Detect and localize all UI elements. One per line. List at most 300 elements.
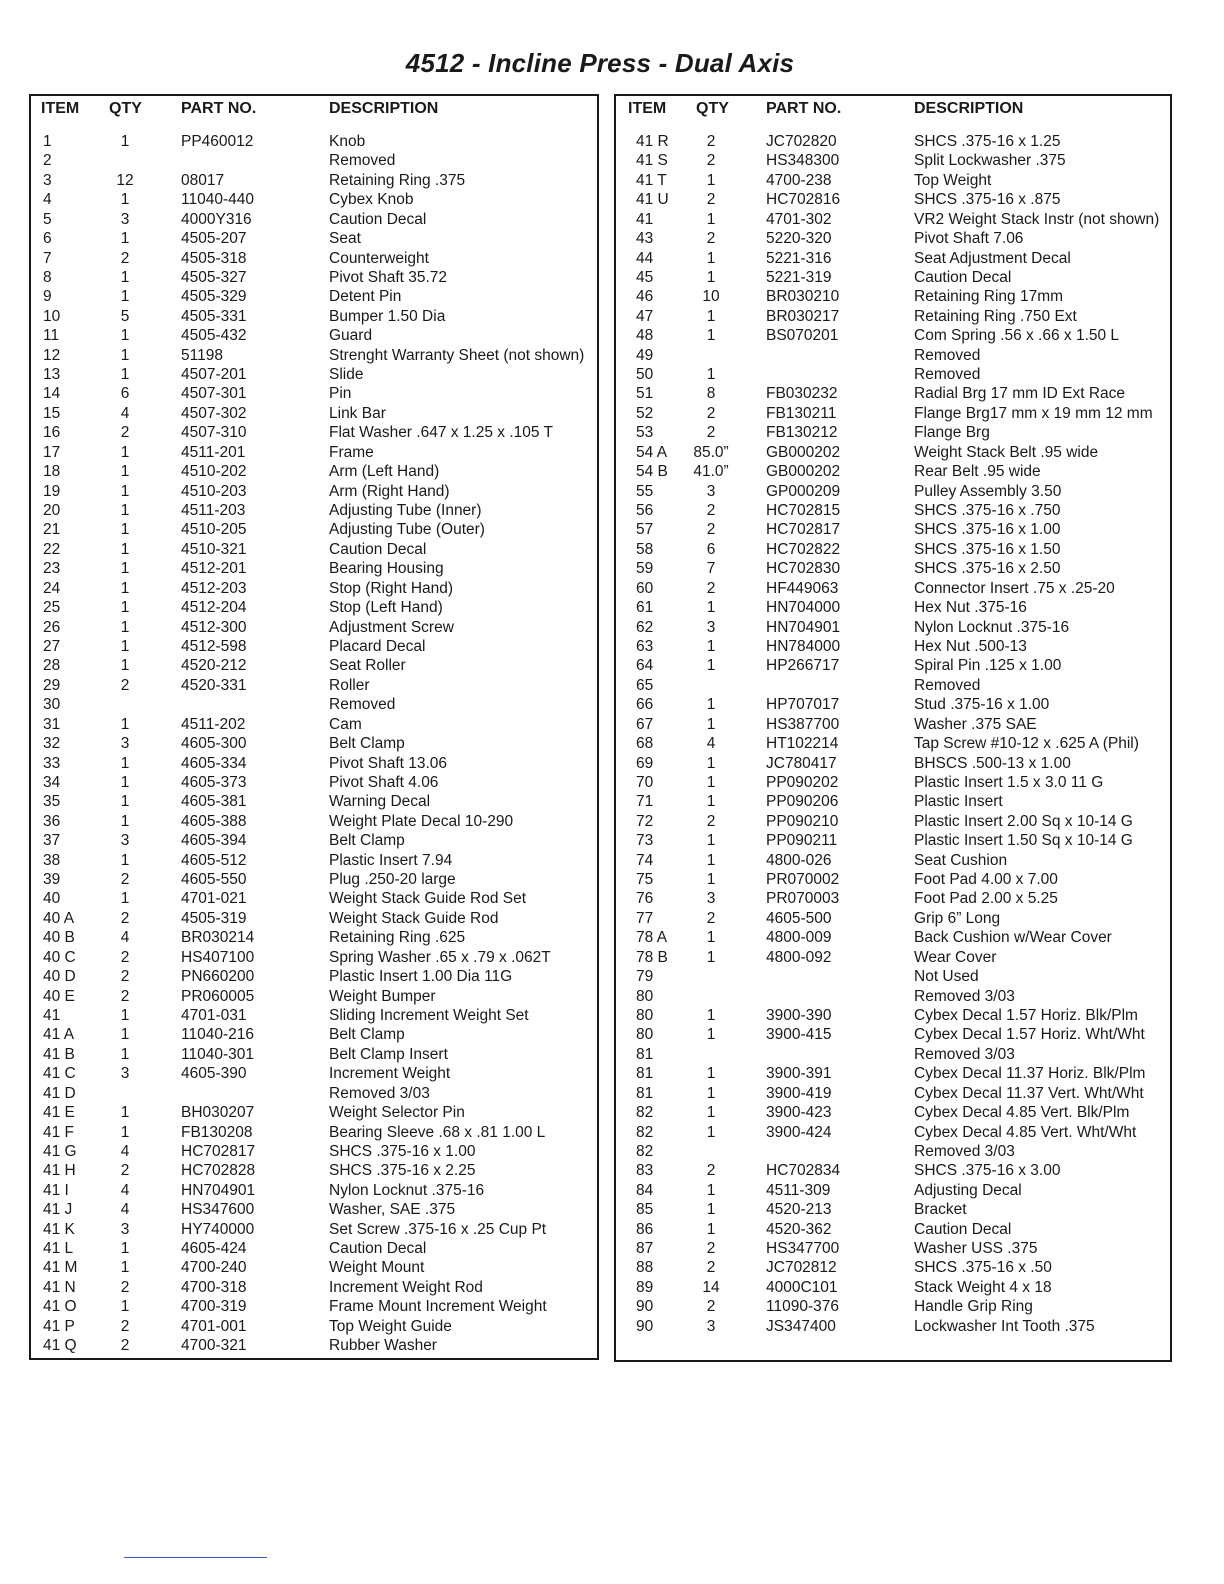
cell-qty: 1 (120, 637, 130, 655)
cell-description: Pivot Shaft 35.72 (329, 268, 448, 286)
cell-item: 3 (43, 171, 52, 189)
cell-part-no: JC780417 (766, 754, 837, 772)
cell-description: Caution Decal (914, 268, 1012, 286)
cell-qty: 1 (120, 482, 130, 500)
cell-part-no: GB000202 (766, 443, 841, 461)
cell-part-no: HS387700 (766, 715, 840, 733)
table-row (31, 793, 597, 812)
cell-description: Wear Cover (914, 948, 997, 966)
cell-description: Washer USS .375 (914, 1240, 1038, 1258)
cell-description: Increment Weight (329, 1065, 451, 1083)
cell-item: 48 (636, 327, 654, 345)
cell-item: 20 (43, 502, 61, 520)
table-row (616, 1221, 1170, 1240)
cell-part-no: HN784000 (766, 637, 841, 655)
cell-part-no: HN704000 (766, 599, 841, 617)
cell-part-no: 4512-204 (181, 599, 247, 617)
header-item: ITEM (41, 100, 80, 117)
cell-qty: 1 (120, 1259, 130, 1277)
cell-item: 26 (43, 618, 61, 636)
cell-item: 81 (636, 1084, 654, 1102)
table-row (616, 1201, 1170, 1220)
cell-item: 88 (636, 1259, 654, 1277)
cell-description: Split Lockwasher .375 (914, 152, 1066, 170)
cell-qty: 1 (120, 1045, 130, 1063)
table-row (616, 1240, 1170, 1259)
cell-qty: 2 (706, 909, 716, 927)
table-row (31, 1085, 597, 1104)
cell-item: 60 (636, 579, 654, 597)
cell-description: Flange Brg (914, 424, 990, 442)
cell-description: Cybex Decal 11.37 Horiz. Blk/Plm (914, 1065, 1146, 1083)
cell-part-no: 3900-423 (766, 1104, 832, 1122)
cell-item: 87 (636, 1240, 654, 1258)
cell-part-no: PP090210 (766, 812, 839, 830)
cell-qty: 1 (120, 890, 130, 908)
cell-part-no: 4700-321 (181, 1337, 247, 1355)
parts-table-left (29, 94, 599, 1360)
cell-qty: 2 (706, 812, 716, 830)
table-row (31, 696, 597, 715)
cell-qty: 1 (120, 618, 130, 636)
table-row (616, 1007, 1170, 1026)
cell-part-no: 4700-318 (181, 1278, 247, 1296)
cell-part-no: 4605-334 (181, 754, 247, 772)
cell-item: 8 (43, 268, 52, 286)
cell-part-no: 4701-001 (181, 1317, 247, 1335)
cell-qty: 2 (706, 1240, 716, 1258)
cell-qty: 2 (706, 191, 716, 209)
cell-description: Plastic Insert (914, 793, 1003, 811)
table-row (31, 1104, 597, 1123)
table-row (616, 191, 1170, 210)
cell-description: Belt Clamp (329, 735, 405, 753)
cell-item: 41 Q (43, 1337, 77, 1355)
cell-part-no: BH030207 (181, 1104, 255, 1122)
cell-item: 44 (636, 249, 654, 267)
table-row (31, 347, 597, 366)
table-row (31, 1201, 597, 1220)
cell-part-no: 4510-321 (181, 540, 247, 558)
cell-item: 12 (43, 346, 61, 364)
cell-qty: 1 (120, 521, 130, 539)
table-row (31, 1124, 597, 1143)
cell-description: Retaining Ring .375 (329, 171, 466, 189)
cell-description: Plug .250-20 large (329, 871, 456, 889)
cell-item: 67 (636, 715, 654, 733)
cell-part-no: HS347700 (766, 1240, 840, 1258)
cell-part-no: JC702812 (766, 1259, 837, 1277)
table-row (31, 813, 597, 832)
table-row (31, 463, 597, 482)
table-row (31, 968, 597, 987)
table-row (31, 1143, 597, 1162)
cell-qty: 2 (120, 987, 130, 1005)
cell-description: Pivot Shaft 13.06 (329, 754, 448, 772)
cell-qty: 1 (120, 715, 130, 733)
cell-description: Detent Pin (329, 288, 402, 306)
table-row (31, 444, 597, 463)
cell-item: 49 (636, 346, 654, 364)
cell-part-no: 4505-207 (181, 230, 247, 248)
cell-part-no: PP090206 (766, 793, 839, 811)
cell-qty: 10 (702, 288, 720, 306)
table-row (31, 502, 597, 521)
cell-part-no: HT102214 (766, 735, 839, 753)
cell-part-no: 4520-331 (181, 676, 247, 694)
cell-item: 85 (636, 1201, 654, 1219)
table-row (31, 852, 597, 871)
cell-part-no: PR060005 (181, 987, 255, 1005)
cell-part-no: HC702816 (766, 191, 841, 209)
cell-description: Plastic Insert 1.50 Sq x 10-14 G (914, 832, 1133, 850)
cell-item: 40 E (43, 987, 75, 1005)
table-row (31, 250, 597, 269)
cell-qty: 1 (706, 1104, 716, 1122)
table-row (616, 832, 1170, 851)
cell-qty: 1 (706, 696, 716, 714)
cell-item: 38 (43, 851, 61, 869)
cell-description: SHCS .375-16 x 1.25 (914, 133, 1061, 150)
cell-item: 46 (636, 288, 654, 306)
cell-description: Bumper 1.50 Dia (329, 307, 446, 325)
cell-qty: 1 (120, 773, 130, 791)
cell-qty: 1 (120, 754, 130, 772)
cell-description: Belt Clamp Insert (329, 1045, 448, 1063)
table-row (616, 1085, 1170, 1104)
cell-description: Plastic Insert 1.5 x 3.0 11 G (914, 773, 1104, 791)
cell-description: Rubber Washer (329, 1337, 437, 1355)
cell-item: 27 (43, 637, 61, 655)
table-row (616, 871, 1170, 890)
cell-item: 6 (43, 230, 52, 248)
table-row (616, 910, 1170, 929)
table-row (31, 521, 597, 540)
cell-item: 36 (43, 812, 61, 830)
cell-part-no: 4605-424 (181, 1240, 247, 1258)
cell-item: 14 (43, 385, 61, 403)
cell-qty: 41.0” (693, 463, 729, 481)
cell-description: Plastic Insert 1.00 Dia 11G (329, 968, 513, 986)
cell-part-no: HS407100 (181, 948, 255, 966)
table-row (31, 385, 597, 404)
header-part-no: PART NO. (181, 100, 257, 117)
table-row (616, 774, 1170, 793)
cell-description: Belt Clamp (329, 832, 405, 850)
cell-item: 9 (43, 288, 52, 306)
table-row (616, 560, 1170, 579)
cell-item: 41 D (43, 1084, 76, 1102)
cell-part-no: 4510-202 (181, 463, 247, 481)
cell-qty: 1 (706, 210, 716, 228)
cell-description: Removed (329, 152, 396, 170)
table-row (616, 1298, 1170, 1317)
cell-item: 33 (43, 754, 61, 772)
cell-description: Flat Washer .647 x 1.25 x .105 T (329, 424, 554, 442)
cell-item: 78 A (636, 929, 668, 947)
cell-qty: 3 (120, 832, 130, 850)
table-row (31, 677, 597, 696)
cell-part-no: 11040-440 (181, 191, 254, 209)
cell-part-no: 4800-092 (766, 948, 832, 966)
cell-item: 41 N (43, 1278, 76, 1296)
cell-item: 41 B (43, 1045, 75, 1063)
cell-qty: 1 (120, 288, 130, 306)
cell-item: 41 K (43, 1220, 75, 1238)
table-row (31, 191, 597, 210)
cell-description: Seat Roller (329, 657, 406, 675)
cell-qty: 1 (120, 327, 130, 345)
cell-description: Adjusting Tube (Inner) (329, 502, 482, 520)
cell-item: 75 (636, 871, 654, 889)
cell-item: 73 (636, 832, 654, 850)
table-row (616, 599, 1170, 618)
cell-part-no: 4520-213 (766, 1201, 832, 1219)
table-row (31, 929, 597, 948)
cell-part-no: 11040-216 (181, 1026, 254, 1044)
cell-qty: 85.0” (693, 443, 729, 461)
cell-qty: 2 (706, 521, 716, 539)
cell-part-no: 4605-381 (181, 793, 247, 811)
cell-item: 59 (636, 560, 654, 578)
table-row (31, 619, 597, 638)
table-row (31, 910, 597, 929)
cell-part-no: FB030232 (766, 385, 838, 403)
table-row (31, 1298, 597, 1317)
cell-part-no: HP266717 (766, 657, 840, 675)
table-row (616, 696, 1170, 715)
cell-item: 17 (43, 443, 61, 461)
cell-item: 13 (43, 366, 61, 384)
table-row (616, 755, 1170, 774)
cell-part-no: 4511-309 (766, 1181, 831, 1199)
cell-part-no: 4511-203 (181, 502, 246, 520)
cell-part-no: 08017 (181, 171, 225, 189)
table-row (31, 424, 597, 443)
header-description: DESCRIPTION (329, 100, 439, 117)
table-row (616, 288, 1170, 307)
table-row (31, 1182, 597, 1201)
cell-description: BHSCS .500-13 x 1.00 (914, 754, 1071, 772)
cell-description: Handle Grip Ring (914, 1298, 1033, 1316)
cell-description: Nylon Locknut .375-16 (329, 1181, 485, 1199)
cell-part-no: 4700-238 (766, 171, 832, 189)
cell-item: 41 C (43, 1065, 76, 1083)
cell-description: SHCS .375-16 x .50 (914, 1259, 1052, 1277)
cell-item: 65 (636, 676, 654, 694)
table-row (616, 619, 1170, 638)
cell-item: 58 (636, 540, 654, 558)
cell-item: 78 B (636, 948, 668, 966)
cell-description: Rear Belt .95 wide (914, 463, 1041, 481)
cell-item: 72 (636, 812, 654, 830)
cell-item: 25 (43, 599, 61, 617)
cell-description: Removed (914, 346, 981, 364)
cell-part-no: 5221-316 (766, 249, 832, 267)
cell-item: 82 (636, 1142, 654, 1160)
table-row (31, 890, 597, 909)
cell-qty: 2 (706, 1298, 716, 1316)
cell-description: Weight Mount (329, 1259, 425, 1277)
table-row (616, 638, 1170, 657)
cell-part-no: HN704901 (766, 618, 841, 636)
cell-part-no: 3900-390 (766, 1006, 832, 1024)
cell-description: Cybex Decal 1.57 Horiz. Blk/Plm (914, 1006, 1138, 1024)
cell-item: 40 B (43, 929, 75, 947)
cell-item: 50 (636, 366, 654, 384)
cell-description: Increment Weight Rod (329, 1278, 483, 1296)
cell-qty: 2 (120, 948, 130, 966)
header-qty: QTY (109, 100, 142, 117)
cell-part-no: 4800-009 (766, 929, 832, 947)
cell-part-no: PR070002 (766, 871, 840, 889)
cell-qty: 1 (706, 851, 716, 869)
cell-qty: 1 (706, 1006, 716, 1024)
cell-part-no: 3900-415 (766, 1026, 832, 1044)
cell-qty: 2 (120, 871, 130, 889)
cell-part-no: 4505-331 (181, 307, 247, 325)
cell-qty: 4 (120, 404, 130, 422)
cell-item: 24 (43, 579, 61, 597)
table-row (616, 1065, 1170, 1084)
table-row (616, 580, 1170, 599)
cell-qty: 1 (706, 249, 716, 267)
cell-part-no: PP460012 (181, 133, 254, 150)
cell-description: Belt Clamp (329, 1026, 405, 1044)
table-row (616, 657, 1170, 676)
cell-description: Warning Decal (329, 793, 431, 811)
table-row (616, 502, 1170, 521)
cell-description: Back Cushion w/Wear Cover (914, 929, 1112, 947)
cell-qty: 1 (120, 1123, 130, 1141)
cell-item: 41 L (43, 1240, 74, 1258)
cell-part-no: 4520-362 (766, 1220, 832, 1238)
cell-item: 40 C (43, 948, 76, 966)
cell-part-no: JS347400 (766, 1317, 836, 1335)
table-row (31, 832, 597, 851)
cell-qty: 1 (120, 560, 130, 578)
table-row (31, 716, 597, 735)
cell-part-no: 4511-201 (181, 443, 246, 461)
cell-part-no: BR030217 (766, 307, 840, 325)
cell-description: Bearing Sleeve .68 x .81 1.00 L (329, 1123, 546, 1141)
parts-table-right (614, 94, 1172, 1362)
cell-item: 74 (636, 851, 654, 869)
cell-qty: 3 (120, 735, 130, 753)
cell-part-no: HC702830 (766, 560, 841, 578)
cell-description: Washer .375 SAE (914, 715, 1037, 733)
table-row (616, 269, 1170, 288)
cell-part-no: FB130211 (766, 404, 837, 422)
cell-description: Plastic Insert 2.00 Sq x 10-14 G (914, 812, 1133, 830)
cell-description: Washer, SAE .375 (329, 1201, 456, 1219)
cell-qty: 2 (120, 1278, 130, 1296)
cell-description: Pivot Shaft 7.06 (914, 230, 1024, 248)
table-row (31, 657, 597, 676)
table-row (31, 735, 597, 754)
table-row (616, 347, 1170, 366)
cell-qty: 1 (120, 268, 130, 286)
table-row (31, 1259, 597, 1278)
cell-part-no: HC702822 (766, 540, 841, 558)
cell-description: Frame Mount Increment Weight (329, 1298, 547, 1316)
cell-item: 66 (636, 696, 654, 714)
table-row (616, 172, 1170, 191)
cell-item: 89 (636, 1278, 654, 1296)
cell-qty: 1 (120, 540, 130, 558)
cell-part-no: HC702817 (766, 521, 841, 539)
cell-qty: 2 (706, 502, 716, 520)
cell-part-no: PN660200 (181, 968, 255, 986)
cell-description: Not Used (914, 968, 979, 986)
cell-part-no: 4605-373 (181, 773, 247, 791)
cell-item: 76 (636, 890, 654, 908)
table-row (616, 541, 1170, 560)
cell-part-no: HF449063 (766, 579, 839, 597)
table-row (616, 424, 1170, 443)
header-part-no: PART NO. (766, 100, 842, 117)
table-row (616, 1279, 1170, 1298)
cell-description: SHCS .375-16 x 1.00 (329, 1142, 476, 1160)
cell-part-no: 4605-390 (181, 1065, 247, 1083)
table-row (616, 1259, 1170, 1278)
table-header (31, 100, 597, 122)
cell-item: 41 I (43, 1181, 69, 1199)
cell-item: 90 (636, 1298, 654, 1316)
cell-qty: 1 (706, 1181, 716, 1199)
cell-qty: 1 (120, 346, 130, 364)
table-row (31, 1026, 597, 1045)
cell-qty: 4 (120, 929, 130, 947)
cell-description: Connector Insert .75 x .25-20 (914, 579, 1115, 597)
cell-part-no: HS348300 (766, 152, 840, 170)
cell-description: Cybex Decal 11.37 Vert. Wht/Wht (914, 1084, 1144, 1102)
cell-item: 45 (636, 268, 654, 286)
cell-qty: 1 (706, 366, 716, 384)
table-row (31, 599, 597, 618)
cell-description: Slide (329, 366, 364, 384)
cell-item: 22 (43, 540, 61, 558)
cell-description: Arm (Left Hand) (329, 463, 440, 481)
cell-part-no: 11040-301 (181, 1045, 254, 1063)
cell-item: 47 (636, 307, 654, 325)
cell-item: 41 A (43, 1026, 75, 1044)
table-row (616, 793, 1170, 812)
cell-qty: 2 (706, 424, 716, 442)
cell-qty: 1 (706, 1220, 716, 1238)
cell-item: 1 (43, 133, 52, 150)
cell-qty: 2 (120, 424, 130, 442)
cell-qty: 1 (706, 327, 716, 345)
table-row (31, 1046, 597, 1065)
cell-item: 10 (43, 307, 61, 325)
cell-part-no: 4512-203 (181, 579, 247, 597)
cell-part-no: 4507-201 (181, 366, 247, 384)
cell-item: 79 (636, 968, 654, 986)
table-row (616, 133, 1170, 152)
cell-qty: 1 (706, 1065, 716, 1083)
cell-part-no: 4701-031 (181, 1006, 247, 1024)
table-row (616, 813, 1170, 832)
table-row (31, 308, 597, 327)
table-row (616, 152, 1170, 171)
cell-qty: 1 (706, 657, 716, 675)
cell-item: 82 (636, 1123, 654, 1141)
cell-description: SHCS .375-16 x .750 (914, 502, 1061, 520)
cell-part-no: 4505-319 (181, 909, 247, 927)
table-row (616, 735, 1170, 754)
cell-item: 30 (43, 696, 61, 714)
